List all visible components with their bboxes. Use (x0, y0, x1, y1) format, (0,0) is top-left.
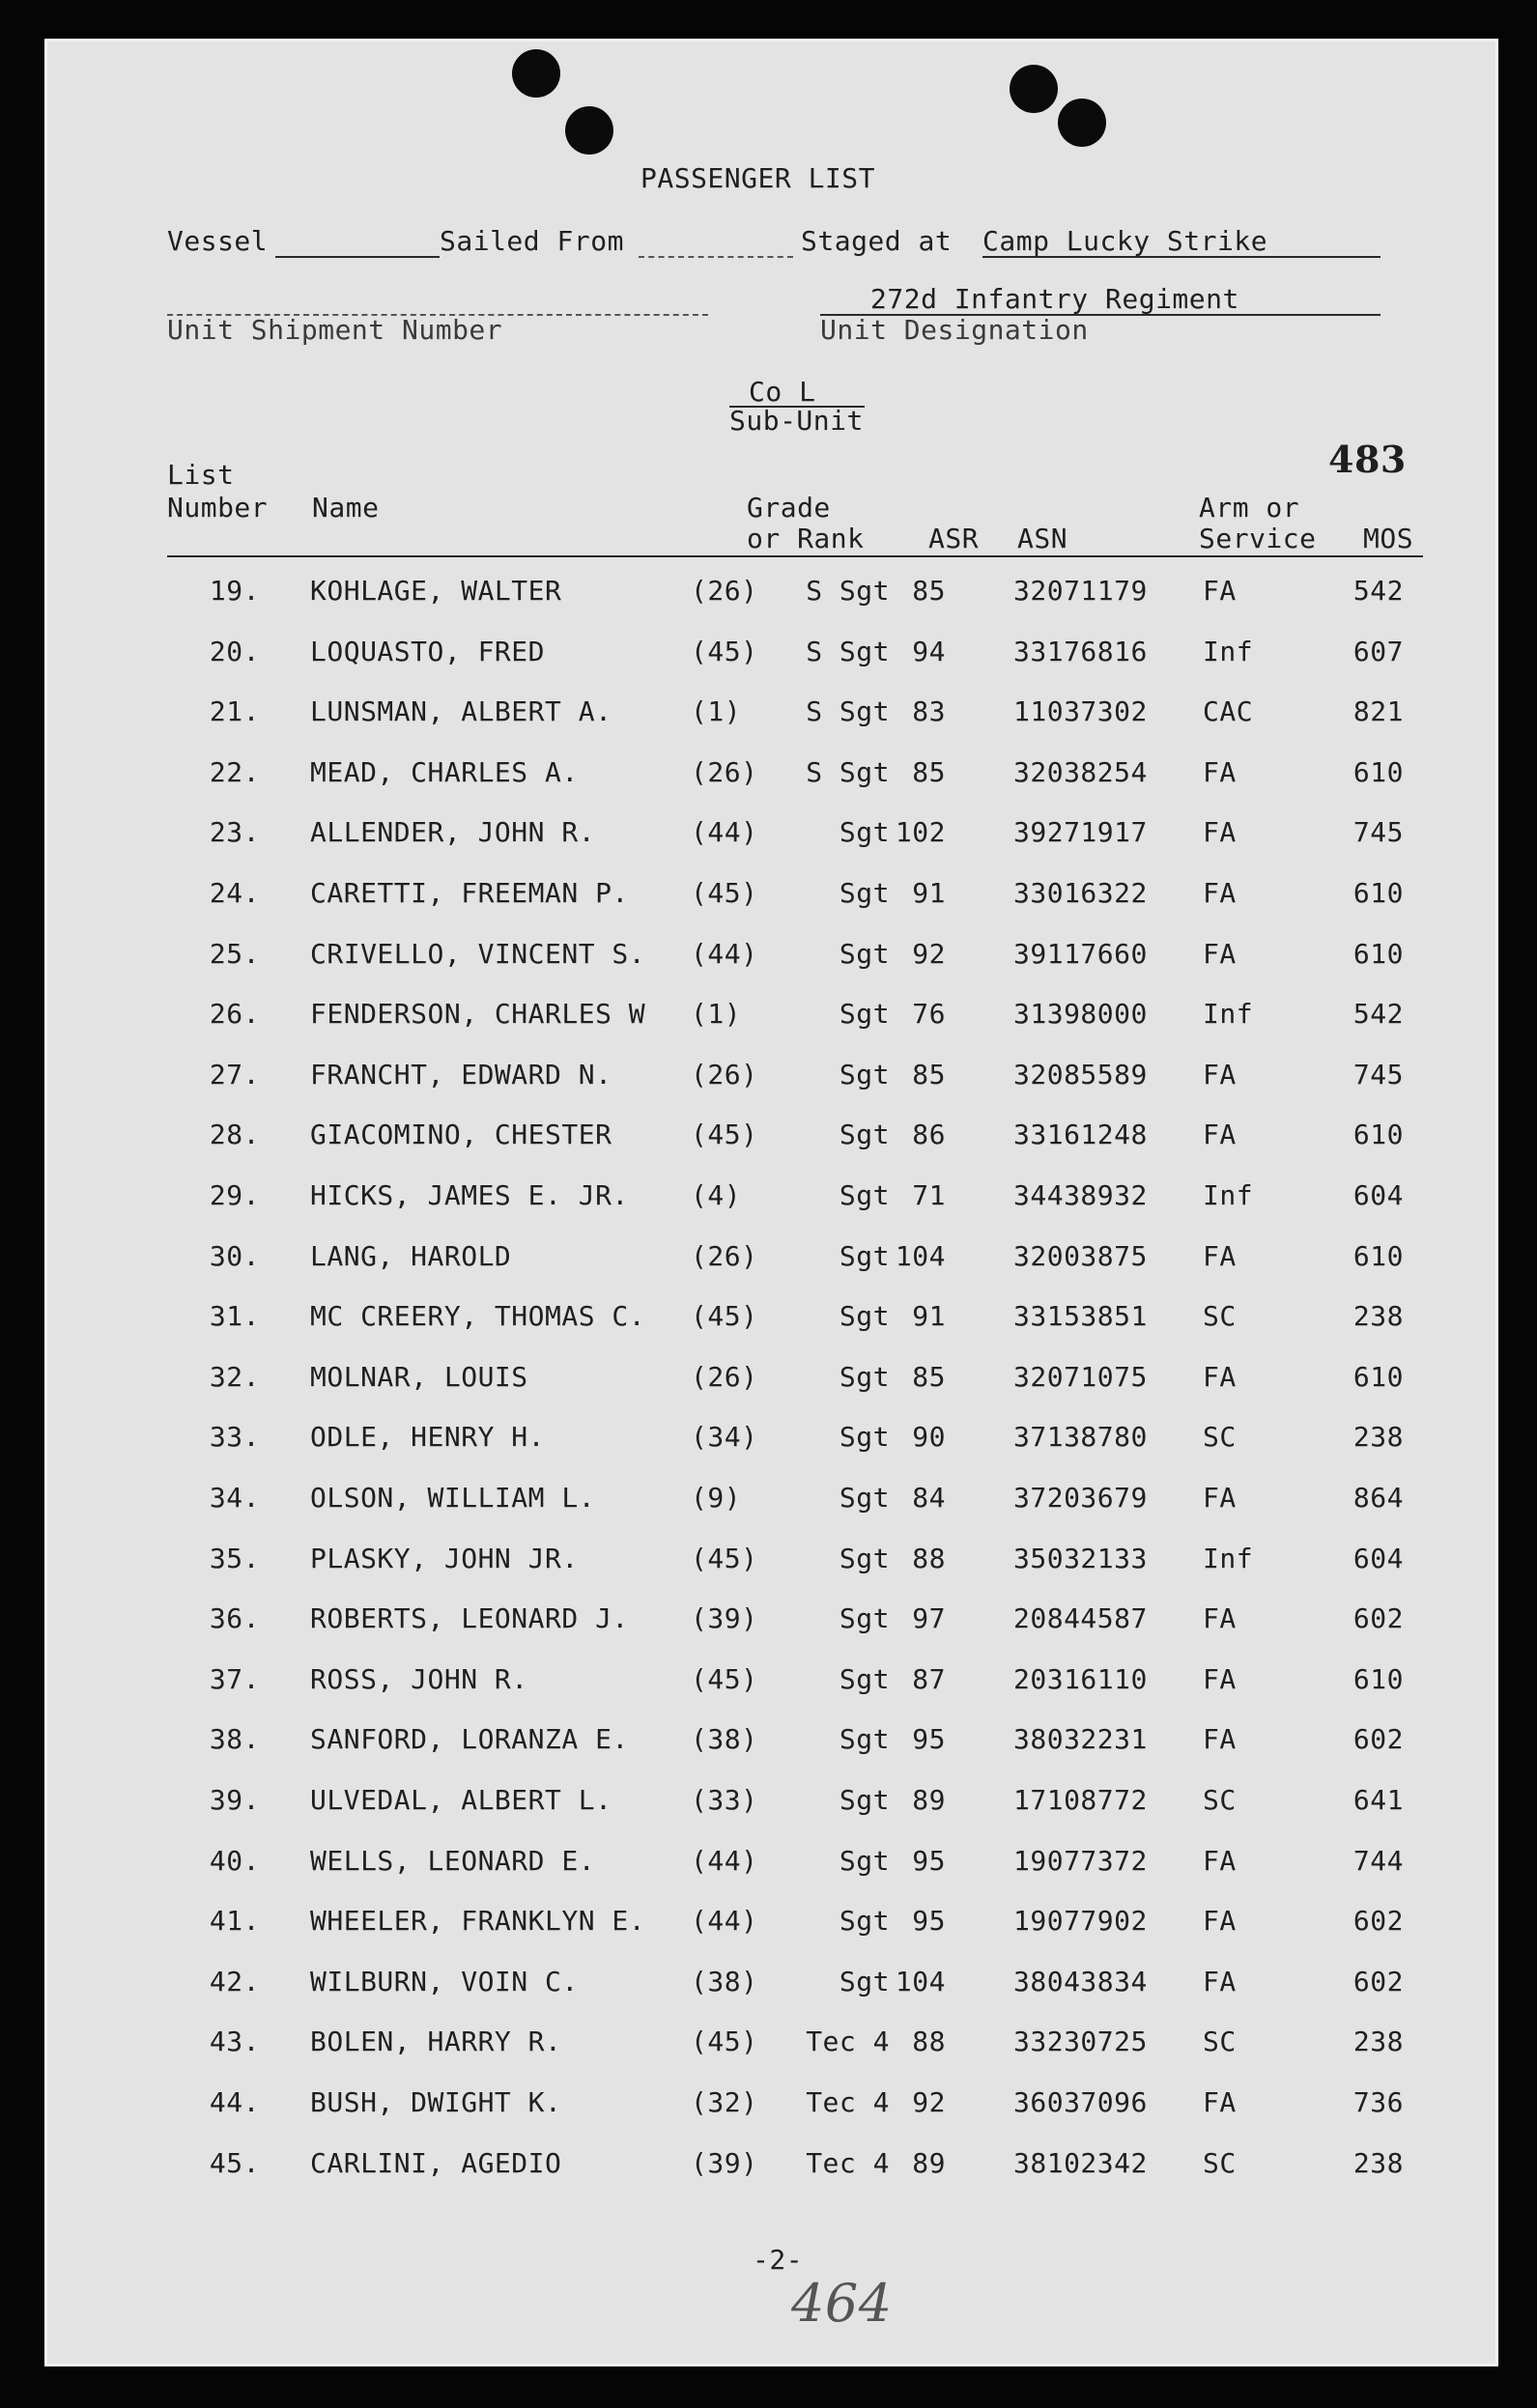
table-row (47, 1240, 1501, 1279)
col-grade: Grade (747, 492, 831, 524)
asr-value: 76 (912, 998, 946, 1031)
grade-code: (45) (691, 1119, 758, 1151)
mos-value: 238 (1352, 1421, 1404, 1454)
passenger-name: CRIVELLO, VINCENT S. (310, 937, 646, 970)
passenger-name: BOLEN, HARRY R. (310, 2026, 562, 2058)
grade-code: (44) (691, 816, 758, 849)
document-page (44, 39, 1498, 2366)
asn-value: 39271917 (1013, 816, 1148, 849)
row-number: 45. (209, 2146, 260, 2179)
asr-value: 87 (912, 1662, 946, 1695)
asr-value: 89 (912, 1784, 946, 1816)
col-service: Service (1199, 523, 1317, 554)
table-row (47, 1300, 1501, 1339)
passenger-name: MEAD, CHARLES A. (310, 755, 579, 788)
table-row (47, 2086, 1501, 2125)
grade-code: (39) (691, 1602, 758, 1635)
sailed-from-label: Sailed From (440, 225, 624, 257)
asn-value: 17108772 (1013, 1784, 1148, 1816)
stamp-number: 483 (1328, 438, 1407, 481)
punch-hole (1058, 99, 1106, 147)
table-row (47, 1845, 1501, 1884)
mos-value: 610 (1352, 1360, 1404, 1393)
asn-value: 36037096 (1013, 2086, 1148, 2118)
grade-code: (26) (691, 1239, 758, 1272)
asr-value: 85 (912, 755, 946, 788)
table-row (47, 636, 1501, 674)
arm-service: SC (1203, 2146, 1237, 2179)
passenger-name: ODLE, HENRY H. (310, 1421, 546, 1454)
row-number: 22. (209, 755, 260, 788)
table-row (47, 1784, 1501, 1823)
row-number: 24. (209, 877, 260, 909)
grade-rank: Sgt (839, 1300, 890, 1333)
mos-value: 602 (1352, 1723, 1404, 1756)
arm-service: CAC (1203, 695, 1254, 728)
table-row (47, 877, 1501, 916)
asn-value: 19077902 (1013, 1905, 1148, 1938)
asr-value: 92 (912, 937, 946, 970)
grade-code: (26) (691, 755, 758, 788)
asr-value: 104 (895, 1965, 946, 1997)
table-row (47, 695, 1501, 734)
asr-value: 85 (912, 1058, 946, 1091)
asr-value: 84 (912, 1482, 946, 1514)
grade-code: (45) (691, 2026, 758, 2058)
grade-rank: Sgt (839, 1482, 890, 1514)
grade-code: (4) (691, 1179, 742, 1211)
passenger-name: LUNSMAN, ALBERT A. (310, 695, 612, 728)
document-title: PASSENGER LIST (640, 162, 876, 194)
sub-unit-label: Sub-Unit (729, 405, 864, 437)
grade-rank: Sgt (839, 1844, 890, 1877)
asr-value: 97 (912, 1602, 946, 1635)
col-asr: ASR (928, 523, 980, 554)
asn-value: 37138780 (1013, 1421, 1148, 1454)
asn-value: 19077372 (1013, 1844, 1148, 1877)
grade-code: (45) (691, 1662, 758, 1695)
grade-code: (1) (691, 998, 742, 1031)
arm-service: FA (1203, 1360, 1237, 1393)
arm-service: Inf (1203, 998, 1254, 1031)
passenger-name: LANG, HAROLD (310, 1239, 512, 1272)
grade-rank: Sgt (839, 877, 890, 909)
unit-designation-value: 272d Infantry Regiment (870, 283, 1239, 315)
row-number: 39. (209, 1784, 260, 1816)
row-number: 34. (209, 1482, 260, 1514)
arm-service: FA (1203, 575, 1237, 607)
staged-at-underline (982, 256, 1380, 258)
asr-value: 102 (895, 816, 946, 849)
passenger-name: WELLS, LEONARD E. (310, 1844, 596, 1877)
mos-value: 745 (1352, 816, 1404, 849)
grade-rank: Tec 4 (806, 2086, 890, 2118)
passenger-name: HICKS, JAMES E. JR. (310, 1179, 629, 1211)
asn-value: 39117660 (1013, 937, 1148, 970)
grade-rank: Sgt (839, 1058, 890, 1091)
table-row (47, 1602, 1501, 1641)
staged-at-value: Camp Lucky Strike (982, 225, 1268, 257)
grade-code: (45) (691, 1542, 758, 1574)
row-number: 42. (209, 1965, 260, 1997)
grade-rank: Sgt (839, 1905, 890, 1938)
asr-value: 95 (912, 1844, 946, 1877)
row-number: 36. (209, 1602, 260, 1635)
asn-value: 20316110 (1013, 1662, 1148, 1695)
grade-code: (38) (691, 1965, 758, 1997)
table-row (47, 2026, 1501, 2064)
row-number: 25. (209, 937, 260, 970)
arm-service: Inf (1203, 635, 1254, 667)
staged-at-label: Staged at (801, 225, 953, 257)
table-row (47, 998, 1501, 1036)
asr-value: 83 (912, 695, 946, 728)
mos-value: 604 (1352, 1179, 1404, 1211)
grade-rank: Sgt (839, 1239, 890, 1272)
table-row (47, 1119, 1501, 1157)
mos-value: 610 (1352, 1239, 1404, 1272)
grade-rank: Sgt (839, 816, 890, 849)
row-number: 44. (209, 2086, 260, 2118)
mos-value: 736 (1352, 2086, 1404, 2118)
arm-service: FA (1203, 1662, 1237, 1695)
arm-service: FA (1203, 755, 1237, 788)
passenger-name: BUSH, DWIGHT K. (310, 2086, 562, 2118)
grade-code: (44) (691, 1905, 758, 1938)
grade-rank: Sgt (839, 1542, 890, 1574)
passenger-name: ULVEDAL, ALBERT L. (310, 1784, 612, 1816)
passenger-name: CARLINI, AGEDIO (310, 2146, 562, 2179)
mos-value: 821 (1352, 695, 1404, 728)
grade-rank: Sgt (839, 1784, 890, 1816)
grade-code: (33) (691, 1784, 758, 1816)
grade-code: (26) (691, 1360, 758, 1393)
arm-service: FA (1203, 1119, 1237, 1151)
grade-code: (34) (691, 1421, 758, 1454)
grade-rank: S Sgt (806, 695, 890, 728)
col-mos: MOS (1363, 523, 1414, 554)
mos-value: 602 (1352, 1965, 1404, 1997)
row-number: 26. (209, 998, 260, 1031)
asn-value: 33176816 (1013, 635, 1148, 667)
arm-service: FA (1203, 2086, 1237, 2118)
arm-service: FA (1203, 1723, 1237, 1756)
mos-value: 610 (1352, 877, 1404, 909)
col-name: Name (312, 492, 380, 524)
vessel-blank (275, 256, 440, 258)
arm-service: FA (1203, 1482, 1237, 1514)
passenger-name: KOHLAGE, WALTER (310, 575, 562, 607)
row-number: 19. (209, 575, 260, 607)
mos-value: 744 (1352, 1844, 1404, 1877)
table-row (47, 2147, 1501, 2186)
arm-service: Inf (1203, 1542, 1254, 1574)
grade-rank: Sgt (839, 1119, 890, 1151)
grade-code: (45) (691, 1300, 758, 1333)
asr-value: 92 (912, 2086, 946, 2118)
table-row (47, 816, 1501, 855)
arm-service: FA (1203, 937, 1237, 970)
asn-value: 32038254 (1013, 755, 1148, 788)
passenger-name: FRANCHT, EDWARD N. (310, 1058, 612, 1091)
grade-rank: Tec 4 (806, 2146, 890, 2179)
grade-code: (9) (691, 1482, 742, 1514)
arm-service: SC (1203, 2026, 1237, 2058)
sub-unit-value: Co L (749, 376, 816, 408)
asn-value: 32003875 (1013, 1239, 1148, 1272)
grade-rank: Sgt (839, 1965, 890, 1997)
unit-designation-label: Unit Designation (820, 314, 1089, 346)
row-number: 31. (209, 1300, 260, 1333)
row-number: 28. (209, 1119, 260, 1151)
asn-value: 31398000 (1013, 998, 1148, 1031)
row-number: 40. (209, 1844, 260, 1877)
mos-value: 641 (1352, 1784, 1404, 1816)
row-number: 21. (209, 695, 260, 728)
mos-value: 610 (1352, 937, 1404, 970)
asr-value: 71 (912, 1179, 946, 1211)
asn-value: 33161248 (1013, 1119, 1148, 1151)
row-number: 23. (209, 816, 260, 849)
mos-value: 542 (1352, 998, 1404, 1031)
col-number: Number (167, 492, 269, 524)
punch-hole (565, 106, 613, 155)
mos-value: 607 (1352, 635, 1404, 667)
row-number: 27. (209, 1058, 260, 1091)
mos-value: 864 (1352, 1482, 1404, 1514)
table-row (47, 938, 1501, 977)
asr-value: 95 (912, 1723, 946, 1756)
grade-code: (45) (691, 635, 758, 667)
asr-value: 91 (912, 877, 946, 909)
grade-rank: S Sgt (806, 635, 890, 667)
handwritten-number: 464 (791, 2273, 893, 2334)
grade-rank: S Sgt (806, 755, 890, 788)
punch-hole (512, 49, 560, 98)
grade-code: (32) (691, 2086, 758, 2118)
asr-value: 86 (912, 1119, 946, 1151)
passenger-name: OLSON, WILLIAM L. (310, 1482, 596, 1514)
row-number: 37. (209, 1662, 260, 1695)
table-row (47, 1421, 1501, 1459)
grade-code: (26) (691, 1058, 758, 1091)
asr-value: 85 (912, 1360, 946, 1393)
vessel-label: Vessel (167, 225, 269, 257)
passenger-name: LOQUASTO, FRED (310, 635, 546, 667)
grade-rank: Sgt (839, 1602, 890, 1635)
mos-value: 604 (1352, 1542, 1404, 1574)
grade-rank: Sgt (839, 937, 890, 970)
row-number: 38. (209, 1723, 260, 1756)
grade-code: (26) (691, 575, 758, 607)
col-list: List (167, 459, 235, 491)
grade-code: (38) (691, 1723, 758, 1756)
mos-value: 610 (1352, 1662, 1404, 1695)
asn-value: 35032133 (1013, 1542, 1148, 1574)
passenger-name: MOLNAR, LOUIS (310, 1360, 528, 1393)
punch-hole (1010, 65, 1058, 113)
asn-value: 32071179 (1013, 575, 1148, 607)
asn-value: 37203679 (1013, 1482, 1148, 1514)
arm-service: FA (1203, 816, 1237, 849)
row-number: 32. (209, 1360, 260, 1393)
sailed-from-blank (639, 256, 793, 258)
asn-value: 20844587 (1013, 1602, 1148, 1635)
asn-value: 34438932 (1013, 1179, 1148, 1211)
row-number: 30. (209, 1239, 260, 1272)
passenger-name: WHEELER, FRANKLYN E. (310, 1905, 646, 1938)
passenger-name: WILBURN, VOIN C. (310, 1965, 579, 1997)
asr-value: 104 (895, 1239, 946, 1272)
asr-value: 91 (912, 1300, 946, 1333)
row-number: 29. (209, 1179, 260, 1211)
grade-rank: Sgt (839, 1179, 890, 1211)
grade-rank: Sgt (839, 998, 890, 1031)
asr-value: 88 (912, 2026, 946, 2058)
asr-value: 88 (912, 1542, 946, 1574)
asn-value: 33230725 (1013, 2026, 1148, 2058)
row-number: 33. (209, 1421, 260, 1454)
grade-rank: Tec 4 (806, 2026, 890, 2058)
table-row (47, 756, 1501, 795)
mos-value: 602 (1352, 1905, 1404, 1938)
header-rule (167, 555, 1423, 557)
passenger-name: ALLENDER, JOHN R. (310, 816, 596, 849)
passenger-name: SANFORD, LORANZA E. (310, 1723, 629, 1756)
arm-service: SC (1203, 1421, 1237, 1454)
asr-value: 90 (912, 1421, 946, 1454)
mos-value: 238 (1352, 1300, 1404, 1333)
row-number: 43. (209, 2026, 260, 2058)
grade-code: (44) (691, 937, 758, 970)
table-row (47, 1059, 1501, 1097)
arm-service: FA (1203, 1239, 1237, 1272)
arm-service: FA (1203, 1058, 1237, 1091)
grade-rank: Sgt (839, 1360, 890, 1393)
table-row (47, 575, 1501, 613)
col-or-rank: or Rank (747, 523, 865, 554)
grade-code: (44) (691, 1844, 758, 1877)
asr-value: 89 (912, 2146, 946, 2179)
table-row (47, 1966, 1501, 2004)
asn-value: 33153851 (1013, 1300, 1148, 1333)
col-asn: ASN (1017, 523, 1068, 554)
passenger-name: ROBERTS, LEONARD J. (310, 1602, 629, 1635)
mos-value: 602 (1352, 1602, 1404, 1635)
grade-rank: S Sgt (806, 575, 890, 607)
asr-value: 85 (912, 575, 946, 607)
mos-value: 238 (1352, 2146, 1404, 2179)
grade-code: (1) (691, 695, 742, 728)
table-row (47, 1663, 1501, 1702)
row-number: 41. (209, 1905, 260, 1938)
arm-service: FA (1203, 1844, 1237, 1877)
arm-service: SC (1203, 1300, 1237, 1333)
row-number: 20. (209, 635, 260, 667)
passenger-name: MC CREERY, THOMAS C. (310, 1300, 646, 1333)
grade-rank: Sgt (839, 1662, 890, 1695)
mos-value: 610 (1352, 755, 1404, 788)
asn-value: 32071075 (1013, 1360, 1148, 1393)
arm-service: FA (1203, 877, 1237, 909)
grade-code: (45) (691, 877, 758, 909)
arm-service: FA (1203, 1905, 1237, 1938)
asn-value: 38032231 (1013, 1723, 1148, 1756)
asn-value: 38102342 (1013, 2146, 1148, 2179)
mos-value: 542 (1352, 575, 1404, 607)
asn-value: 33016322 (1013, 877, 1148, 909)
asr-value: 94 (912, 635, 946, 667)
unit-shipment-label: Unit Shipment Number (167, 314, 503, 346)
passenger-name: CARETTI, FREEMAN P. (310, 877, 629, 909)
arm-service: FA (1203, 1965, 1237, 1997)
passenger-name: ROSS, JOHN R. (310, 1662, 528, 1695)
grade-code: (39) (691, 2146, 758, 2179)
mos-value: 745 (1352, 1058, 1404, 1091)
arm-service: Inf (1203, 1179, 1254, 1211)
grade-rank: Sgt (839, 1421, 890, 1454)
table-row (47, 1361, 1501, 1400)
asn-value: 11037302 (1013, 695, 1148, 728)
passenger-name: PLASKY, JOHN JR. (310, 1542, 579, 1574)
table-row (47, 1179, 1501, 1218)
table-row (47, 1905, 1501, 1943)
mos-value: 238 (1352, 2026, 1404, 2058)
asn-value: 32085589 (1013, 1058, 1148, 1091)
table-row (47, 1543, 1501, 1581)
row-number: 35. (209, 1542, 260, 1574)
col-arm-or: Arm or (1199, 492, 1300, 524)
asr-value: 95 (912, 1905, 946, 1938)
arm-service: FA (1203, 1602, 1237, 1635)
asn-value: 38043834 (1013, 1965, 1148, 1997)
passenger-name: GIACOMINO, CHESTER (310, 1119, 612, 1151)
passenger-name: FENDERSON, CHARLES W (310, 998, 646, 1031)
mos-value: 610 (1352, 1119, 1404, 1151)
grade-rank: Sgt (839, 1723, 890, 1756)
table-row (47, 1723, 1501, 1762)
arm-service: SC (1203, 1784, 1237, 1816)
table-row (47, 1482, 1501, 1520)
page-number: -2- (753, 2244, 804, 2276)
